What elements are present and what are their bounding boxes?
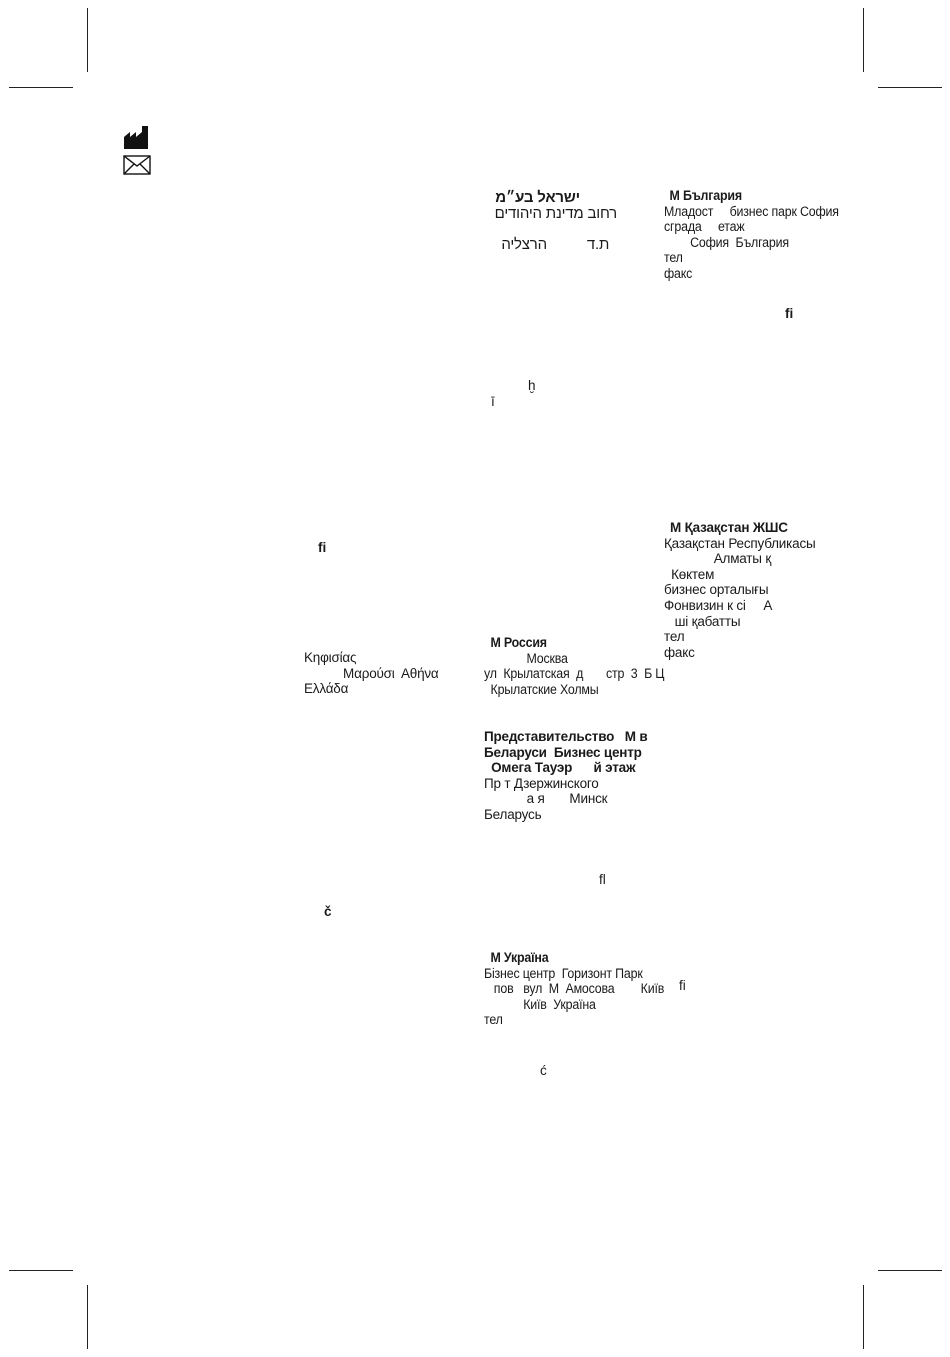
- greece-line: Κηφισίας: [304, 650, 357, 665]
- greece-line: Μαρούσι Αθήνα: [304, 665, 439, 681]
- glyph-i-macron: ī: [491, 394, 495, 409]
- ligature-fl: fl: [599, 872, 606, 887]
- address-kazakhstan: [664, 520, 816, 660]
- russia-line: ул Крылатская д стр 3 Б Ц: [484, 666, 665, 682]
- bulgaria-line: Младост бизнес парк София: [664, 203, 839, 219]
- belarus-title-line: Беларуси Бизнес центр: [484, 744, 642, 760]
- crop-mark-bottom-right-horizontal: [878, 1270, 942, 1271]
- ukraine-title: M Україна: [490, 950, 549, 965]
- russia-line: Крылатские Холмы: [484, 681, 599, 697]
- bulgaria-line: сграда етаж: [664, 219, 745, 235]
- ukraine-line: Бізнес центр Горизонт Парк: [484, 965, 643, 981]
- greece-line: Ελλάδα: [304, 681, 349, 697]
- kazakhstan-line: Көктем: [664, 566, 715, 582]
- belarus-title-line: Омега Тауэр й этаж: [484, 760, 636, 776]
- address-greece: [304, 650, 439, 697]
- crop-mark-top-left-horizontal: [9, 87, 73, 88]
- kazakhstan-line: Қазақстан Республикасы: [664, 535, 816, 551]
- israel-title: ישראל בע״מ: [495, 189, 580, 206]
- kazakhstan-line: бизнес орталығы: [664, 582, 769, 598]
- ligature-fi: fi: [679, 978, 686, 993]
- israel-city: הרצליה: [501, 235, 547, 253]
- israel-street: רחוב מדינת היהודים: [494, 204, 617, 222]
- ukraine-line: тел: [484, 1012, 503, 1028]
- kazakhstan-title: M Қазақстан ЖШС: [670, 520, 788, 535]
- glyph-c-caron: č: [324, 904, 332, 919]
- bulgaria-line: София България: [664, 234, 789, 250]
- glyph-h-breve: ḫ: [528, 378, 536, 393]
- ukraine-line: пов вул М Амосова Київ: [484, 981, 665, 997]
- russia-title: M Россия: [490, 635, 547, 650]
- belarus-title-line: Представительство M в: [484, 729, 648, 744]
- glyph-c-acute: ć: [540, 1063, 547, 1078]
- israel-city-line: [490, 221, 625, 268]
- russia-line: Москва: [484, 650, 568, 666]
- bulgaria-line: факс: [664, 265, 693, 281]
- kazakhstan-line: Фонвизин к сі А: [664, 597, 773, 613]
- crop-mark-top-left-vertical: [87, 8, 88, 72]
- address-israel: [490, 190, 625, 268]
- kazakhstan-line: ші қабатты: [664, 613, 741, 629]
- address-bulgaria: [664, 188, 839, 282]
- crop-mark-bottom-left-vertical: [87, 1285, 88, 1349]
- ukraine-line: Київ Україна: [484, 996, 596, 1012]
- factory-icon: [123, 124, 151, 150]
- belarus-line: Беларусь: [484, 806, 542, 822]
- bulgaria-line: тел: [664, 250, 683, 266]
- belarus-line: а я Минск: [484, 791, 608, 807]
- address-belarus: [484, 729, 648, 823]
- crop-mark-bottom-right-vertical: [863, 1285, 864, 1349]
- kazakhstan-line: тел: [664, 629, 685, 645]
- address-ukraine: [484, 950, 664, 1028]
- address-russia: [484, 635, 664, 697]
- belarus-line: Пр т Дзержинского: [484, 775, 599, 791]
- envelope-icon: [123, 155, 151, 175]
- crop-mark-top-right-vertical: [863, 8, 864, 72]
- crop-mark-top-right-horizontal: [878, 87, 942, 88]
- kazakhstan-line: факс: [664, 644, 695, 660]
- israel-po-box: ת.ד: [586, 235, 610, 253]
- ligature-fi: fi: [785, 306, 794, 321]
- kazakhstan-line: Алматы қ: [664, 551, 772, 567]
- bulgaria-title: M България: [669, 188, 742, 203]
- ligature-fi: fi: [318, 540, 327, 555]
- crop-mark-bottom-left-horizontal: [9, 1270, 73, 1271]
